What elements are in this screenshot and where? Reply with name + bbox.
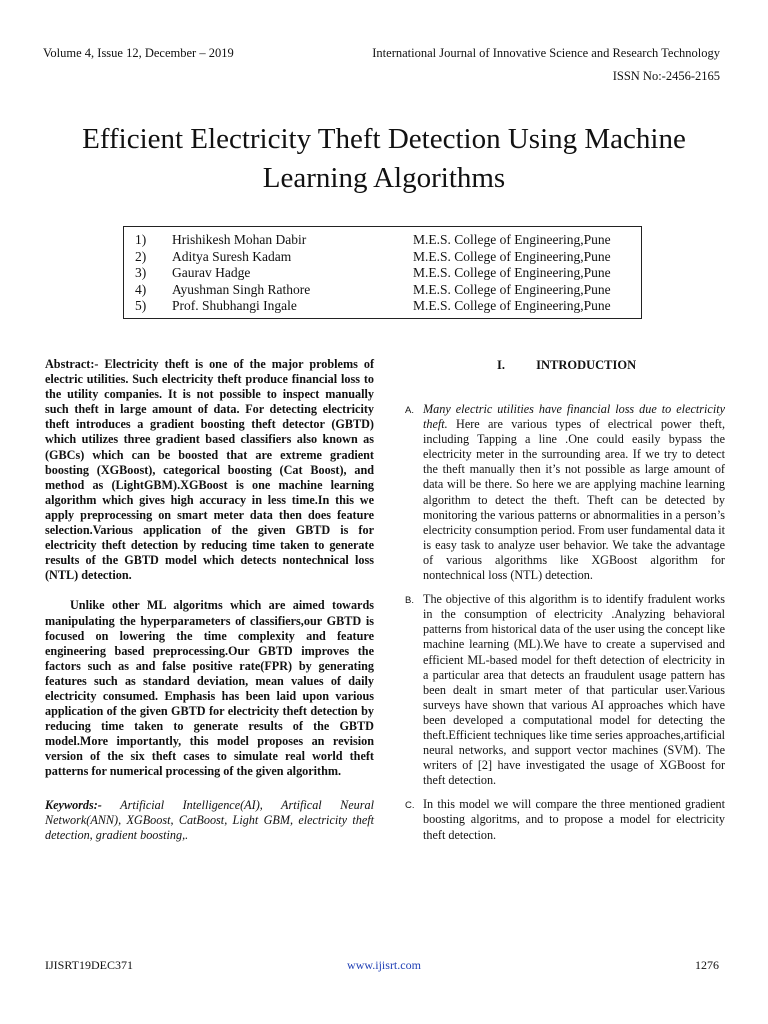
author-affiliation: M.E.S. College of Engineering,Pune <box>413 248 611 264</box>
keywords <box>45 798 374 843</box>
author-number: 1) <box>135 232 147 247</box>
keywords-label: Keywords:- <box>45 797 102 812</box>
author-row <box>124 232 641 249</box>
author-row <box>124 265 641 282</box>
author-number: 4) <box>135 281 147 297</box>
author-affiliation: M.E.S. College of Engineering,Pune <box>413 281 611 297</box>
author-affiliation: M.E.S. College of Engineering,Pune <box>413 298 611 313</box>
item-label: C. <box>405 800 415 812</box>
author-name: Prof. Shubhangi Ingale <box>172 298 297 313</box>
author-row <box>124 282 641 299</box>
page-number: 1276 <box>695 958 719 972</box>
title-line-1: Efficient Electricity Theft Detection Using Machine <box>82 123 686 155</box>
author-number: 5) <box>135 298 147 313</box>
abstract-column <box>45 357 374 843</box>
author-number: 3) <box>135 265 147 280</box>
introduction-column <box>405 402 725 852</box>
issn-number: ISSN No:-2456-2165 <box>612 69 720 83</box>
author-affiliation: M.E.S. College of Engineering,Pune <box>413 265 611 280</box>
section-number: I. <box>497 358 505 372</box>
author-name: Gaurav Hadge <box>172 265 251 280</box>
section-heading <box>497 358 636 373</box>
paper-title <box>40 120 728 198</box>
item-text: Here are various types of electrical power theft, including Tapping a line .One could easily bypass the electricity meter in the surrounding area. If we try to detect the theft manually then it’s not possible as large amount of data will be there. So here we are applying machine learning algorithm to detect the theft. Theft can be detected by monitoring the various patterns or abnormalities in a person’s electricity consumption period. From user fundamental data it is easy task to analyze user behavior. We take the advantage of various algorithms like XGBoost algorithm for nontechnical loss (NTL) detection. <box>423 417 725 583</box>
author-name: Ayushman Singh Rathore <box>172 281 311 297</box>
author-table <box>123 226 642 319</box>
list-item <box>405 402 725 583</box>
item-lead: Many electric utilities have financial loss due to electricity theft. <box>423 402 725 432</box>
title-line-2: Learning Algorithms <box>262 162 506 194</box>
author-row <box>124 249 641 266</box>
journal-name: International Journal of Innovative Science and Research Technology <box>372 46 720 60</box>
item-text: The objective of this algorithm is to identify fradulent works in the consumption of electricity .Analyzing behavioral patterns from historical data of the user using the concept like machine learning (ML).We have to create a supervised and efficient ML-based model for theft detection of electricity in a particular area that detects an fraudulent usage pattern has been dealt in smart meter of that particular user.Various surveys have shown that various AI approaches which have been developed a computational model for detecting the theft.Efficient techniques like time series approaches,artificial neural networks, and support vector machines (SVM). The writers of [2] have investigated the usage of XGBoost for theft detection. <box>423 592 725 788</box>
list-item <box>405 592 725 788</box>
author-name: Hrishikesh Mohan Dabir <box>172 232 307 247</box>
author-name: Aditya Suresh Kadam <box>172 248 292 264</box>
list-item <box>405 797 725 842</box>
item-text: In this model we will compare the three mentioned gradient boosting algoritms, and to propose a model for electricity theft detection. <box>423 797 725 842</box>
section-title: INTRODUCTION <box>536 358 637 372</box>
item-label: A. <box>405 405 414 416</box>
author-row <box>124 298 641 315</box>
keywords-text: Artificial Intelligence(AI), Artifical Neural Network(ANN), XGBoost, CatBoost, Light GBM, electricity theft detection, gradient boosting,. <box>45 797 374 842</box>
paper-id: IJISRT19DEC371 <box>45 958 133 972</box>
volume-info: Volume 4, Issue 12, December – 2019 <box>43 46 234 60</box>
author-number: 2) <box>135 248 147 264</box>
author-affiliation: M.E.S. College of Engineering,Pune <box>413 232 611 247</box>
abstract-paragraph: Abstract:- Electricity theft is one of the major problems of electric utilities. Such electricity theft produce financial loss to the utility companies. It is not possible to inspect manually such theft in large amount of data. For detecting electricity theft introduces a gradient boosting theft detector (GBTD) which utilizes three gradient based classifiers also known as (GBCs) which can be boosted that are extreme gradient boosting (XGBoost), categorical boosting (Cat Boost), and method as (LightGBM).XGBoost is one machine learning algorithm which gives high accuracy in less time.In this we apply preprocessing on smart meter data then does feature selection.Various application of the given GBTD is for electricity theft detection by reducing time taken to generate results of the GBTD model which detects nontechnical loss (NTL) detection. <box>45 357 374 583</box>
website-link[interactable]: www.ijisrt.com <box>347 958 421 972</box>
item-label: B. <box>405 595 414 607</box>
abstract-paragraph-2: Unlike other ML algoritms which are aimed towards manipulating the hyperparameters of classifiers,our GBTD is focused on lowering the time complexity and feature engineering based preprocessing.Our GBTD improves the factors such as and false positive rate(FPR) by generating features such as standard deviation, mean values of daily electricity consumed. Emphasis has been laid upon various application of the given GBTD for electricity theft detection by reducing time taken to generate results of the GBTD model.More importantly, this model proposes an revision version of the six theft cases to simulate real world theft patterns for numerical processing of the given algorithm. <box>45 598 374 779</box>
